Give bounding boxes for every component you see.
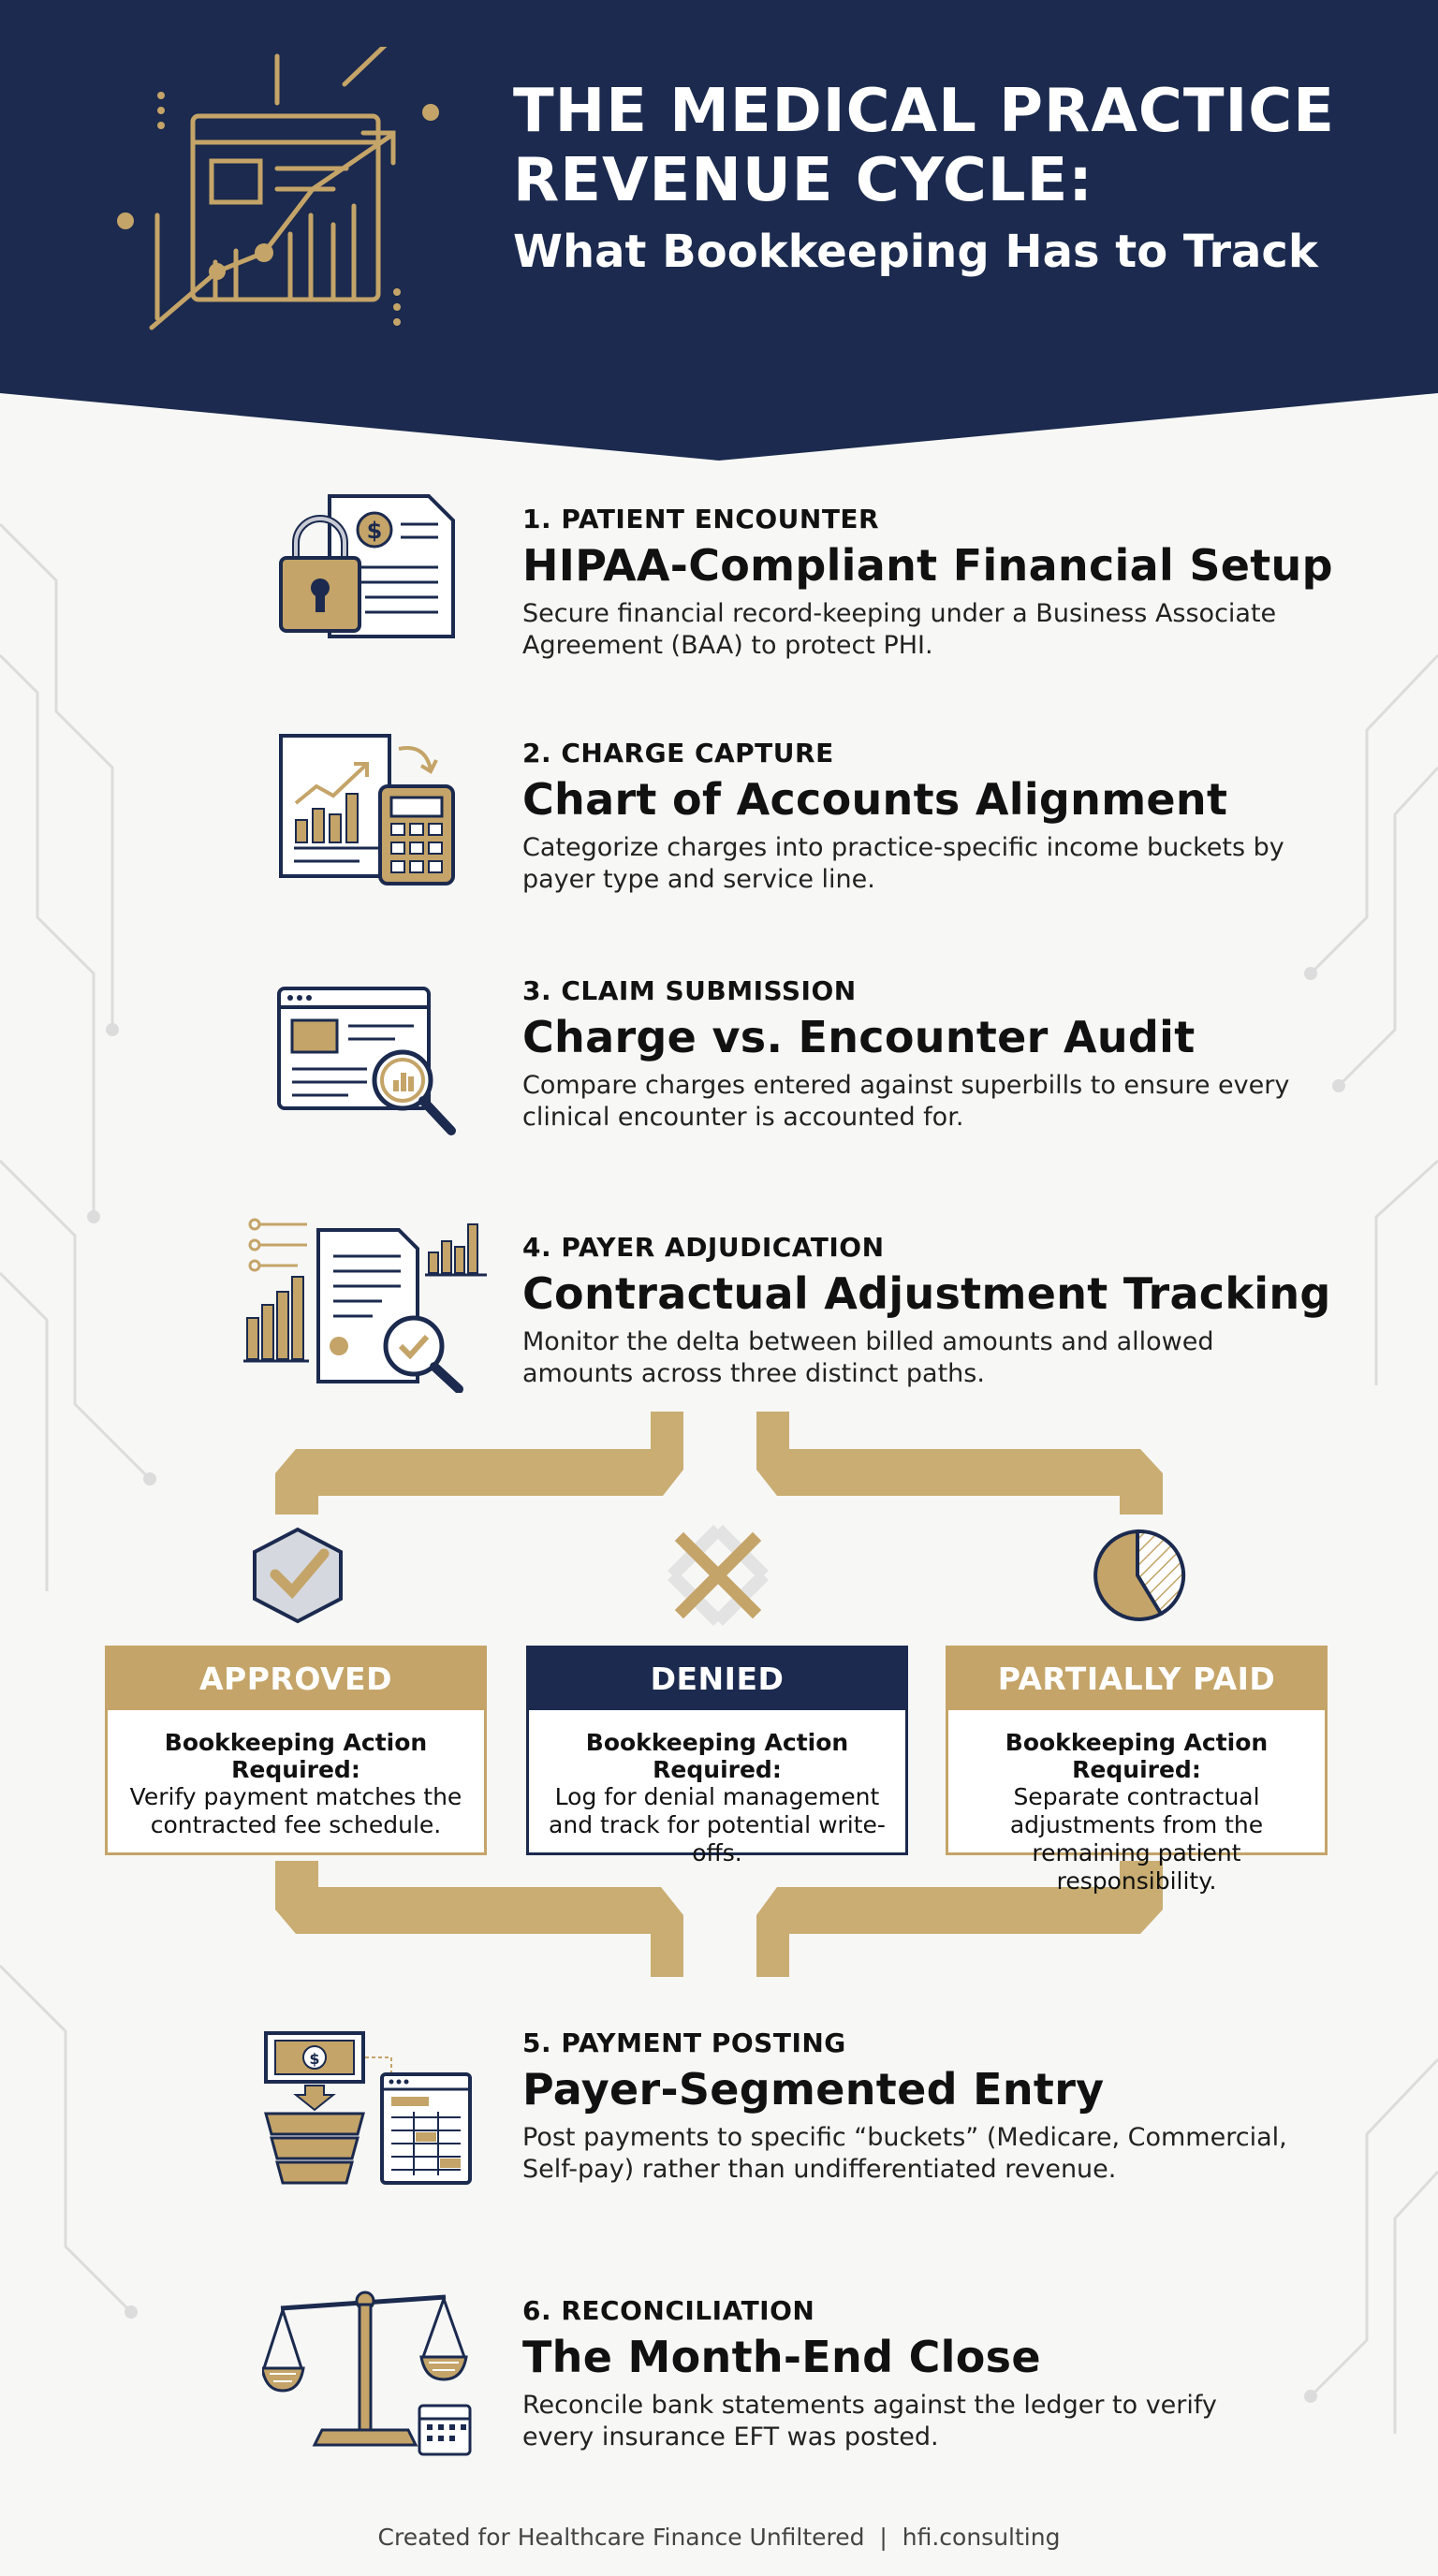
step-5	[522, 2027, 1384, 2186]
branch-approved	[105, 1646, 487, 1855]
pie-chart-icon	[1086, 1524, 1189, 1627]
money-ledger-icon	[260, 2027, 474, 2187]
step-3	[522, 975, 1384, 1134]
step-description: Secure financial record-keeping under a Business Associate Agreement (BAA) to protect PHI.	[522, 599, 1277, 660]
step-number: 6. RECONCILIATION	[522, 2295, 815, 2326]
svg-text:$: $	[366, 518, 383, 544]
step-number: 4. PAYER ADJUDICATION	[522, 1232, 885, 1263]
step-heading: The Month-End Close	[522, 2332, 1041, 2382]
footer-text: Created for Healthcare Finance Unfiltered | hfi.consulting	[377, 2524, 1061, 2551]
branch-partially-paid	[946, 1646, 1328, 1895]
step-heading: Payer-Segmented Entry	[522, 2064, 1105, 2115]
step-number: 1. PATIENT ENCOUNTER	[522, 504, 880, 534]
step-6	[522, 2295, 1384, 2453]
step-description: Compare charges entered against superbills to ensure every clinical encounter is accounted for.	[522, 1071, 1290, 1132]
step-heading: HIPAA-Compliant Financial Setup	[522, 540, 1333, 591]
growth-chart-icon	[112, 47, 449, 356]
browser-magnifier-icon	[273, 983, 470, 1142]
title-line-2: REVENUE CYCLE:	[513, 146, 1093, 215]
check-hexagon-icon	[247, 1524, 348, 1627]
step-number: 5. PAYMENT POSTING	[522, 2027, 846, 2058]
step-description: Categorize charges into practice-specific income buckets by payer type and service line.	[522, 833, 1284, 894]
branch-action-text: Verify payment matches the contracted fee schedule.	[129, 1783, 462, 1838]
chart-calculator-icon	[275, 730, 462, 889]
step-heading: Chart of Accounts Alignment	[522, 774, 1228, 825]
step-description: Post payments to specific “buckets” (Medicare, Commercial, Self-pay) rather than undifferentiated revenue.	[522, 2123, 1287, 2184]
branch-action-title: Bookkeeping Action Required:	[164, 1729, 428, 1783]
lock-document-icon	[271, 490, 459, 640]
step-1	[522, 504, 1384, 662]
document-audit-icon	[242, 1215, 492, 1393]
step-number: 3. CLAIM SUBMISSION	[522, 975, 857, 1006]
subtitle: What Bookkeeping Has to Track	[513, 226, 1318, 278]
step-heading: Charge vs. Encounter Audit	[522, 1012, 1196, 1062]
step-number: 2. CHARGE CAPTURE	[522, 738, 834, 768]
step-description: Monitor the delta between billed amounts and allowed amounts across three distinct paths.	[522, 1327, 1214, 1388]
header-banner	[0, 0, 1438, 461]
branch-denied	[526, 1646, 908, 1866]
branch-label: APPROVED	[108, 1648, 484, 1710]
balance-scale-icon	[262, 2280, 487, 2462]
step-description: Reconcile bank statements against the ledger to verify every insurance EFT was posted.	[522, 2391, 1217, 2452]
branch-action-title: Bookkeeping Action Required:	[585, 1729, 849, 1783]
branch-label: PARTIALLY PAID	[948, 1648, 1325, 1710]
page-title	[513, 77, 1335, 285]
branch-label: DENIED	[529, 1648, 905, 1710]
x-mark-icon	[667, 1524, 770, 1627]
branch-action-text: Separate contractual adjustments from the remaining patient responsibility.	[1009, 1783, 1264, 1895]
svg-text:$: $	[309, 2050, 320, 2068]
branch-action-text: Log for denial management and track for potential write-offs.	[549, 1783, 886, 1866]
branch-action-title: Bookkeeping Action Required:	[1005, 1729, 1269, 1783]
title-line-1: THE MEDICAL PRACTICE	[513, 77, 1335, 146]
step-heading: Contractual Adjustment Tracking	[522, 1268, 1331, 1319]
footer-credit	[0, 2524, 1438, 2551]
step-2	[522, 738, 1384, 896]
step-4	[522, 1232, 1384, 1390]
